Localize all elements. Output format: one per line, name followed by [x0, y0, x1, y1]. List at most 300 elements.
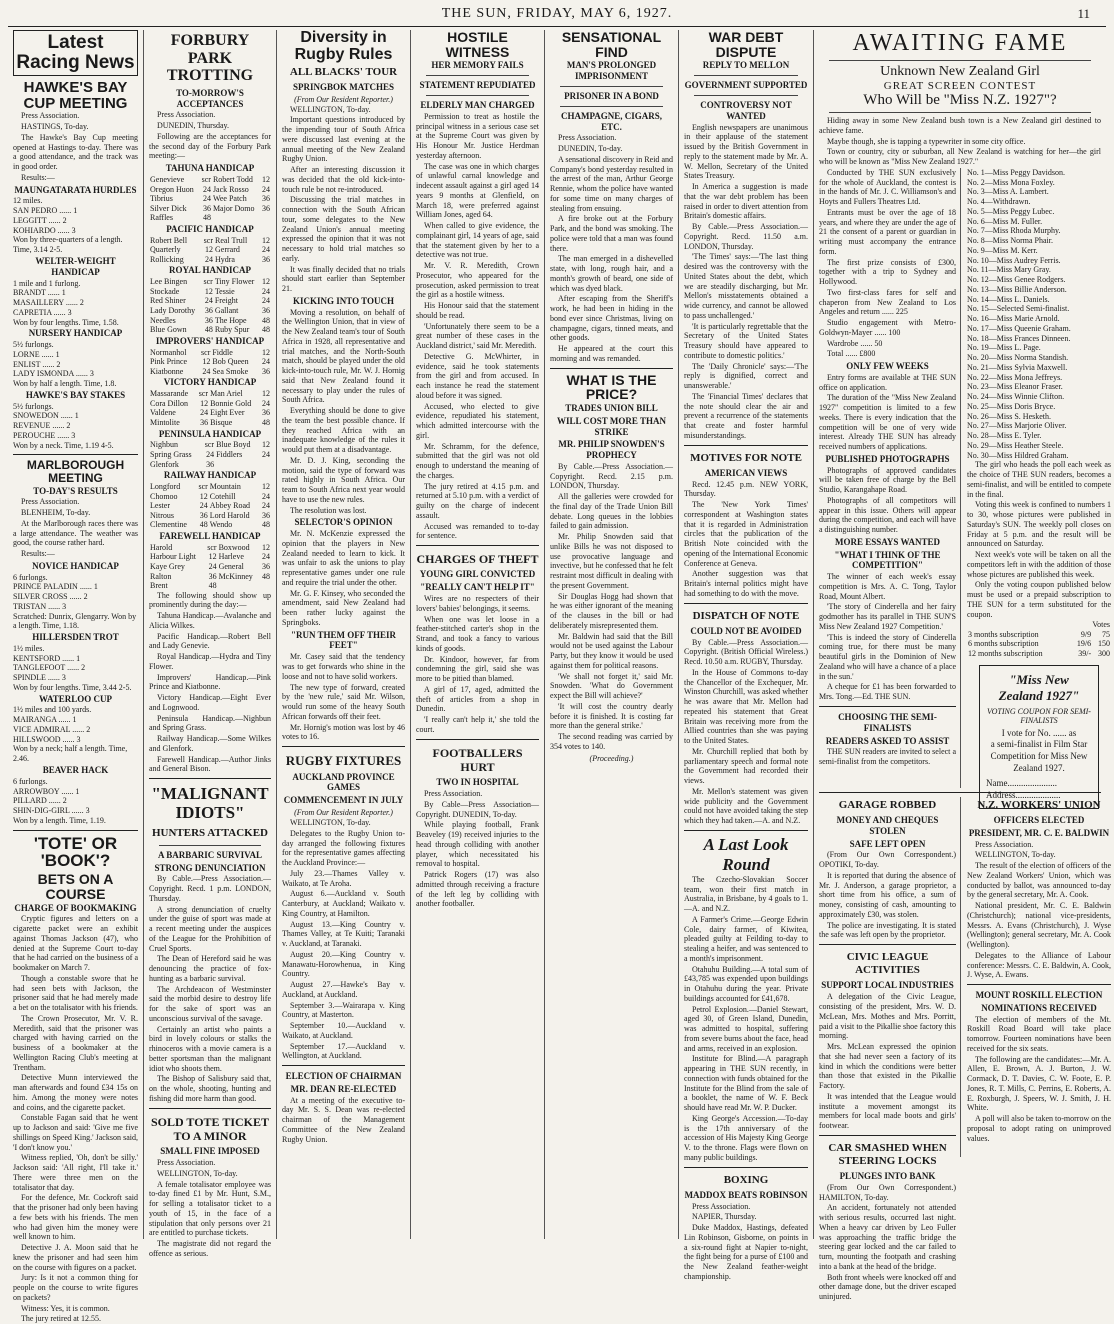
car-smashed-heading: CAR SMASHED WHEN STEERING LOCKS — [828, 1141, 947, 1167]
hostile-subheading-2: STATEMENT REPUDIATED — [419, 80, 536, 91]
hostile-witness-article — [416, 112, 539, 541]
paragraph: No. 17—Miss Queenie Graham. — [967, 323, 1071, 333]
paragraph: The jury retired at 12.55. — [21, 1314, 101, 1324]
coupon-line-1[interactable]: I vote for No. ...... as — [1001, 727, 1077, 738]
photographs-heading: PUBLISHED PHOTOGRAPHS — [825, 453, 950, 464]
paragraph: Hiding away in some New Zealand bush town is a New Zealand girl destined to achieve fame. — [819, 116, 1101, 135]
paragraph: In the House of Commons to-day the Chancellor of the Exchequer, Mr. Winston Churchill, was asked whether he was aware that Mr. Mellon had repeated his statement that Great Britain was receiving more from the Allied countries than she was paying to the United States. — [684, 667, 808, 746]
horse-name: Bisque — [210, 417, 233, 427]
votes-cell: 19/6 — [1076, 639, 1092, 649]
race-result-line: 5½ furlongs. — [13, 401, 54, 411]
votes-cell: 6 months subscription — [968, 639, 1039, 649]
horse-name: Wee Patch — [212, 194, 247, 204]
bets-subheading: CHARGE OF BOOKMAKING — [14, 902, 137, 913]
handicap-table — [149, 277, 271, 335]
horse-name: Hydra — [214, 254, 235, 264]
election-chairman-article — [282, 1096, 405, 1145]
workers-subheading-2: PRESIDENT, MR. C. E. BALDWIN — [968, 827, 1110, 838]
paragraph: 'It will cost the country dearly before it is finished. It is costing far more than the general strike.' — [550, 701, 673, 731]
horse-mark: 24 — [202, 366, 211, 376]
horse-mark: 24 — [262, 491, 270, 501]
horse-mark: 36 — [262, 254, 270, 264]
race-result-line: LEGGITT ...... 2 — [13, 215, 67, 225]
paragraph: A poll will also be taken to-morrow on the proposal to adopt rating on unimproved values. — [967, 1114, 1111, 1143]
paragraph: Pacific Handicap.—Robert Bell and Lady Genevie. — [149, 631, 271, 651]
horse-name: Mountain — [209, 481, 241, 491]
paragraph: The jury retired at 4.15 p.m. and returned at 5.10 p.m. with a verdict of guilty on the charge of indecent assault. — [416, 481, 539, 520]
horse-mark: 36 — [204, 315, 213, 325]
coupon-address-field[interactable]: Address.................... — [986, 790, 1061, 801]
handicap-name: FAREWELL HANDICAP — [159, 530, 261, 541]
horse-name: Brent — [150, 581, 168, 591]
what-is-the-price-article — [550, 462, 673, 752]
paragraph: The resolution was lost. — [290, 505, 367, 515]
paragraph: While playing football, Frank Beaveley (19) received injuries to the head through colliding with another player, which necessitated his removal to hospital. — [416, 820, 539, 869]
race-result-line: 1 mile and 1 furlong. — [13, 278, 81, 288]
paragraph: Mr. G. F. Kinsey, who seconded the amendment, said New Zealand had been rather lucky against the Springboks. — [282, 588, 405, 627]
horse-name: Fiddle — [212, 347, 233, 357]
column-trotting — [144, 30, 277, 1258]
column-sensational — [545, 30, 679, 1239]
who-will-be-subheading: Who Will be "Miss N.Z. 1927"? — [863, 92, 1057, 108]
paragraph: Moving a resolution, on behalf of the Wellington Union, that in view of the New Zealand team's tour of South Africa in 1928, all representative and trial matches, and the North-South match, should be played under the old kick-into-touch rule, Mr. W. J. Hornig said that New Zealand found it necessary to play under the rules of South Africa. — [282, 307, 405, 405]
paragraph: Results:— — [21, 172, 55, 182]
page-number: 11 — [1077, 6, 1090, 21]
paragraph: 'The Times' says:—'The last thing desired was the controversy with the United States about the debt, which we are steadily discharging, but Mr. Mellon's misstatements obtained a wide currency, and cannot be allowed to pass unchallenged.' — [684, 252, 808, 320]
bets-heading: BETS ON A COURSE — [37, 871, 114, 902]
handicap-table — [149, 348, 271, 377]
horse-name: General — [218, 561, 244, 571]
race-result-line: KOHIARDO ...... 3 — [13, 225, 76, 235]
horse-name: Bonnie Gold — [210, 398, 252, 408]
column-rugby — [277, 30, 411, 1239]
paragraph: The second reading was carried by 354 votes to 140. — [550, 732, 673, 751]
paragraph: No. 3—Miss A. Lambert. — [967, 187, 1049, 197]
paragraph: Mr. Hornig's motion was lost by 46 votes to 16. — [282, 722, 405, 742]
paragraph: The Hawke's Bay Cup meeting opened at Hastings to-day. There was a good attendance, and the track was in good order. — [13, 132, 138, 172]
paragraph: A Farmer's Crime.—George Edwin Cole, dairy farmer, of Kiwitea, pleaded guilty at Feilding to-day to stealing a heifer, and was sentenced to a month's imprisonment. — [684, 914, 808, 963]
paragraph: It was finally decided that no trials should start earlier than September 21. — [282, 264, 405, 294]
horse-name: Wendo — [209, 520, 233, 530]
war-debt-subheading-1: REPLY TO MELLON — [702, 60, 790, 71]
motives-article — [684, 480, 808, 599]
horse-name: Raffles — [150, 213, 173, 223]
masthead — [0, 4, 1114, 26]
paragraph: The police are investigating. It is stated the safe was left open by the proprietor. — [819, 920, 956, 940]
malignant-subheading-2: A BARBARIC SURVIVAL — [157, 849, 263, 860]
race-result-line: LADY ISMONDA ...... 3 — [13, 369, 94, 379]
paragraph: At the Marlborough races there was a large attendance. The weather was good, the course rather hard. — [13, 518, 138, 548]
handicap-name: TAHUNA HANDICAP — [165, 163, 255, 174]
paragraph: Dr. Kindoor, however, far from condemning the girl, said she was more to be pitied than blamed. — [416, 654, 539, 683]
race-result-line: PILLARD ...... 2 — [13, 796, 67, 806]
horse-name: Massarande — [150, 389, 189, 399]
hostile-subheading-3: ELDERLY MAN CHARGED — [420, 99, 535, 110]
horse-mark: 12 — [262, 277, 270, 287]
horse-name: Tiny Flower — [214, 277, 255, 287]
paragraph: It is reported that during the absence of Mr. J. Anderson, a garage proprietor, a short time from his office, a sum of money, consisting of cash, amounting to approximately £30, was stolen. — [819, 870, 956, 919]
paragraph: WELLINGTON, To-day. — [975, 850, 1056, 860]
paragraph: Mr. Philip Snowden said that unlike Bills he was not disposed to use provocative language and invective, but he confessed that he felt restraint most difficult in dealing with the present Government. — [550, 532, 673, 590]
horse-name: Cotehill — [209, 491, 236, 501]
paragraph: No. 15—Selected Semi-finalist. — [967, 304, 1070, 314]
paragraph: Delegates to the Rugby Union to-day arranged the following fixtures for the representative games affecting the Auckland Province:— — [282, 828, 405, 867]
war-debt-heading: WAR DEBT DISPUTE — [708, 29, 784, 60]
horse-mark: 24 — [262, 245, 270, 255]
rugby-rules-heading: Diversity in Rugby Rules — [294, 29, 393, 63]
paragraph: A girl of 17, aged, admitted the theft of articles from a shop in Dunedin. — [416, 684, 539, 714]
horse-mark: 24 — [208, 561, 217, 571]
horse-mark: 24 — [262, 357, 270, 367]
war-debt-article — [684, 123, 808, 441]
column-racing — [8, 30, 144, 1324]
screen-contest-subheading: GREAT SCREEN CONTEST — [883, 80, 1037, 92]
race-name: NOVICE HANDICAP — [32, 560, 119, 571]
race-result-line: HILLSWOOD ...... 3 — [13, 734, 81, 744]
fixtures-list — [282, 818, 405, 1061]
race-result-line: Won by a neck. Time, 1.19 4-5. — [13, 440, 114, 450]
sold-tote-subheading: SMALL FINE IMPOSED — [160, 1146, 260, 1157]
paragraph: Both front wheels were knocked off and other damage done, but the driver escaped uninjured. — [819, 1272, 956, 1302]
paragraph: Otahuhu Building.—A total sum of £43,785 was expended upon buildings in Otahuhu during the year. Private buildings accounted for £41,678. — [684, 964, 808, 1003]
paragraph: The result of the election of officers of the New Zealand Workers' Union, which was conducted by ballot, was announced to-day by the general secretary, Mr. A. Cook. — [967, 861, 1111, 900]
paragraph: Photographs of all competitors will appear in this issue. Others will appear during the competition, and each will have a distinguishing number. — [819, 495, 956, 535]
war-debt-subheading-3: CONTROVERSY NOT WANTED — [700, 99, 792, 121]
horse-mark: 12 — [199, 491, 208, 501]
horse-name: Red Shiner — [150, 296, 186, 306]
horse-mark: 36 — [208, 571, 217, 581]
fixtures-byline: (From Our Resident Reporter.) — [294, 808, 393, 817]
race-result-line: SPINDLE ...... 3 — [13, 673, 66, 683]
paragraph: Mr. N. McKenzie expressed the opinion that the players in New Zealand needed to learn to kick. It was unfair to ask the unions to play representative games under one rule and require the trial under the other. — [282, 529, 405, 587]
horse-name: Quarterly — [150, 245, 181, 255]
paragraph: No. 19—Miss L. Page. — [967, 343, 1041, 353]
paragraph: The case was one in which charges of unlawful carnal knowledge and indecent assault against a girl aged 14 years 9 months at Glenfield, on March 18, were preferred against William Jones, aged 64. — [416, 161, 539, 220]
run-them-off-subheading: "RUN THEM OFF THEIR FEET" — [290, 629, 397, 651]
car-smashed-article — [819, 1183, 956, 1302]
horse-mark: 12 — [202, 357, 211, 367]
votes-cell: 300 — [1098, 649, 1110, 659]
race-name: NURSERY HANDICAP — [28, 328, 123, 339]
paragraph: Town or country, city or suburban, all New Zealand is watching for her—the girl who will be known as "Miss New Zealand 1927." — [819, 147, 1101, 166]
horse-name: Robert Bell — [150, 235, 188, 245]
few-weeks-heading: ONLY FEW WEEKS — [846, 361, 929, 371]
race-result-line: KENTSFORD ...... 1 — [13, 653, 81, 663]
paragraph: No. 22—Miss Mona Jeffreys. — [967, 372, 1063, 382]
dispatch-subheading: COULD NOT BE AVOIDED — [690, 625, 802, 636]
paragraph: Only the voting coupon published below must be used or a prepaid subscription to THE SUN for a term substituted for the coupon. — [967, 580, 1111, 619]
horse-mark: scr — [198, 481, 208, 491]
paragraph: The Czecho-Slovakian Soccer team, won their first match in Australia, in Brisbane, by 4 goals to 1.—A. and N.Z. — [684, 874, 808, 914]
bets-article — [13, 914, 138, 1324]
garage-robbed-heading: GARAGE ROBBED — [838, 798, 937, 811]
paragraph: The Dean of Hereford said he was denouncing the practice of fox-hunting as a barbaric survival. — [149, 954, 271, 983]
horse-name: Kaye Grey — [150, 561, 185, 571]
horse-mark: scr — [204, 440, 215, 450]
paragraph: The winner of each week's essay competition is Mrs. A. C. Tong, Taylor Road, Mount Albert. — [819, 572, 956, 601]
paragraph: At a meeting of the executive to-day Mr. S. S. Dean was re-elected chairman of the Management Committee of the New Zealand Rugby Union. — [282, 1095, 405, 1144]
horse-name: Genevieve — [150, 174, 185, 184]
race-result-line: SNOWEDON ...... 1 — [13, 411, 79, 421]
choosing-article — [819, 747, 956, 767]
coupon-name-field[interactable]: Name...................... — [986, 778, 1057, 789]
horse-mark: 48 — [202, 213, 211, 223]
paragraph: Following are the acceptances for the second day of the Forbury Park meeting:— — [149, 131, 271, 161]
essays-heading: MORE ESSAYS WANTED — [834, 536, 941, 547]
civic-league-heading: CIVIC LEAGUE ACTIVITIES — [846, 951, 929, 977]
race-result-line: 12 miles. — [13, 196, 43, 206]
horse-mark: 12 — [262, 347, 270, 357]
paragraph: The girl who heads the poll each week as the choice of THE SUN readers, becomes a semi-finalist, and will be entitled to compete in the final. — [967, 460, 1111, 499]
charges-subheading-1: YOUNG GIRL CONVICTED — [419, 569, 536, 580]
paragraph: DUNEDIN, Thursday. — [157, 121, 229, 131]
handicap-table — [149, 440, 271, 469]
votes-cell: 75 — [1102, 629, 1110, 639]
race-result-line: CAPRETIA ...... 3 — [13, 307, 72, 317]
horse-mark: scr — [201, 174, 211, 184]
sensational-find-heading: SENSATIONAL FIND — [561, 29, 662, 60]
paragraph: Important questions introduced by the impending tour of South Africa were discussed last evening at the annual meeting of the New Zealand Rugby Union. — [282, 115, 405, 164]
awaiting-fame-body — [819, 167, 1111, 801]
forbury-heading: FORBURY PARK TROTTING — [166, 32, 254, 85]
horse-name: Man Ariel — [210, 389, 243, 399]
paragraph: Maybe though, she is tapping a typewriter in some city office. — [827, 136, 1026, 146]
handicap-name: IMPROVERS' HANDICAP — [155, 335, 265, 346]
coupon-title: "Miss New Zealand 1927" — [998, 671, 1080, 703]
paragraph: The following should show up prominently during the day:— — [149, 590, 271, 610]
charges-of-theft-article — [416, 594, 539, 735]
paragraph: No. 14—Miss L. Daniels. — [967, 294, 1050, 304]
paragraph: Mr. D. J. King, seconding the motion, said the type of forward was rated highly in South Africa. Our team to South Africa next year would have to use the new rules. — [282, 455, 405, 504]
sensational-find-article — [550, 133, 673, 363]
paragraph: September 10.—Auckland v. Waikato, at Auckland. — [282, 1021, 405, 1040]
horse-mark: 12 — [262, 440, 270, 450]
paragraph: Press Association. — [21, 111, 80, 121]
paragraph: 'We shall not forget it,' said Mr. Snowden. 'What do Government expect the Bill will achieve?' — [550, 671, 673, 701]
voting-coupon[interactable] — [979, 665, 1099, 809]
horse-name: Sea Smoke — [212, 366, 249, 376]
paragraph: A sensational discovery in Reid and Company's bond yesterday resulted in the arrest of the man, Arthur George Rennie, whom the police have wanted for some time on many charges of stealing from ensuing. — [550, 154, 673, 213]
horse-mark: 24 — [202, 194, 211, 204]
handicap-name: RAILWAY HANDICAP — [163, 470, 257, 481]
hawkes-bay-report — [13, 111, 138, 450]
horse-mark: 12 — [204, 245, 213, 255]
paragraph: By Cable.—Press Association.—Copyright. Recd. 1 p.m. LONDON, Thursday. — [149, 874, 271, 903]
sensational-subheading-1: MAN'S PROLONGED IMPRISONMENT — [566, 60, 657, 82]
last-look-round-items — [684, 875, 808, 1163]
horse-mark: 36 — [262, 561, 270, 571]
horse-name: Needles — [150, 315, 176, 325]
paragraph: By Cable—Press Association—Copyright. DUNEDIN, To-day. — [416, 799, 539, 819]
paragraph: No. 20—Miss Norma Standish. — [967, 353, 1069, 362]
horse-name: Harold — [150, 542, 173, 552]
paragraph: Wires are no respecters of their lovers' babies' belongings, it seems. — [416, 594, 539, 613]
paragraph: His Honour said that the statement should be read. — [416, 301, 539, 320]
paragraph: No. 24—Miss Winnie Clifton. — [967, 392, 1065, 401]
paragraph: Press Association. — [975, 839, 1034, 849]
car-smashed-subheading: PLUNGES INTO BANK — [839, 1171, 936, 1182]
race-result-line: 1½ miles. — [13, 643, 45, 653]
horse-mark: 24 — [204, 296, 213, 306]
paragraph: A delegation of the Civic League, consisting of the president, Mrs. W. D. McLean, Mrs. Mothes and Mrs. Porritt, paid a visit to the Pikallie shoe factory this morning. — [819, 992, 956, 1041]
paragraph: Press Association. — [157, 110, 216, 120]
paragraph: No. 11—Miss Mary Gray. — [967, 265, 1051, 275]
hawkes-bay-heading: HAWKE'S BAY CUP MEETING — [23, 78, 128, 112]
horse-mark: scr — [201, 347, 211, 357]
paragraph: Institute for Blind.—A paragraph appearing in THE SUN recently, in connection with funds obtained for the Institute for the Blind from the sale of a booklet, the name of W. F. Beck should have read Mr. W. P. Ducker. — [684, 1054, 808, 1113]
race-result-line: ARROWBOY ...... 1 — [13, 786, 80, 796]
paragraph: WELLINGTON, To-day. — [290, 818, 371, 827]
paragraph: Studio engagement with Metro-Goldwyn-Mayer ...... 100 — [819, 318, 956, 337]
horse-mark: 24 — [200, 408, 209, 418]
workers-union-article — [967, 840, 1111, 981]
paragraph: The Archdeacon of Westminster said the morbid desire to destroy life for the sake of sport was an unconscious survival of the savage. — [149, 984, 271, 1023]
paragraph: Mr. V. R. Meredith, Crown Prosecutor, who appeared for the prosecution, asked permission to treat the girl as a hostile witness. — [416, 261, 539, 300]
paragraph: Cryptic figures and letters on a cigarette packet were an exhibit against Thomas Jackson (47), who denied at the Supreme Court to-day that he had carried on the business of a bookmaker on March 7. — [13, 914, 138, 973]
race-result-line: 1½ miles and 100 yards. — [13, 705, 92, 715]
horse-name: Bob Queen — [212, 357, 249, 367]
horse-mark: 12 — [262, 235, 270, 245]
horse-mark: 12 — [262, 481, 270, 491]
paragraph: Though a constable swore that he had seen bets with Jackson, the prisoner said that he had merely made a bet on the totalisator with his friends. — [13, 973, 138, 1013]
garage-robbed-article — [819, 850, 956, 940]
paragraph: September 17.—Auckland v. Wellington, at Auckland. — [282, 1041, 405, 1061]
paragraph: King George's Accession.—To-day is the 17th anniversary of the accession of His Majesty King George V. to the throne. Flags were flown on many public buildings. — [684, 1113, 808, 1162]
paragraph: The duration of the "Miss New Zealand 1927" competition is limited to a few weeks. There is every indication that the competition will be one of very wide interest. Already THE SUN has already received numbers of applications. — [819, 393, 956, 452]
charges-subheading-2: "REALLY CAN'T HELP IT" — [420, 582, 535, 593]
votes-cell: 39/- — [1078, 649, 1092, 659]
footballers-subheading: TWO IN HOSPITAL — [436, 777, 519, 788]
paragraph: August 27.—Hawke's Bay v. Auckland, at Auckland. — [282, 980, 405, 999]
horse-mark: 36 — [204, 306, 213, 316]
paragraph: Detective J. A. Moon said that he knew the prisoner and had seen him on the course with figures on a packet. — [13, 1243, 138, 1272]
acceptances-list — [149, 162, 271, 591]
race-name: WATERLOO CUP — [38, 693, 113, 704]
paragraph: WELLINGTON, To-day. — [290, 104, 371, 114]
rugby-article-part-2 — [282, 308, 405, 516]
horse-mark: scr — [203, 235, 213, 245]
horse-name: Spring Grass — [150, 449, 192, 459]
choosing-heading: CHOOSING THE SEMI-FINALISTS — [838, 711, 937, 733]
paragraph: WELLINGTON, To-day. — [157, 1168, 238, 1178]
paragraph: No. 5—Miss Peggy Lubec. — [967, 206, 1055, 216]
paragraph: Delegates to the Alliance of Labour conference: Messrs. C. E. Baldwin, A. Cook, J. Wyse, A. Ewans. — [967, 950, 1111, 980]
malignant-idiots-heading: "MALIGNANT IDIOTS" — [151, 784, 269, 822]
paragraph: National president, Mr. C. E. Baldwin (Christchurch); national vice-presidents, Messrs. A. Evans (Christchurch), J. Wyse (Wellington); general secretary, Mr. A. Cook (Wellington). — [967, 901, 1111, 950]
paragraph: After escaping from the Sheriff's work, he had been in hiding in the bond ever since Christmas, living on champagne, cigars, tinned meats, and other goods. — [550, 294, 673, 343]
what-is-the-price-heading: WHAT IS THE PRICE? — [566, 371, 657, 403]
choosing-subheading: READERS ASKED TO ASSIST — [825, 735, 950, 746]
lower-right-subcolumn — [967, 797, 1111, 1157]
race-result-line: PEROUCHE ...... 3 — [13, 430, 76, 440]
paragraph: No. 2—Miss Mona Foxley. — [967, 177, 1055, 187]
paragraph: August 20.—King Country v. Manawatu-Horowhenua, in King Country. — [282, 949, 405, 979]
handicap-name: ROYAL HANDICAP — [169, 265, 251, 276]
race-result-line: REVENUE ...... 2 — [13, 421, 71, 431]
horse-name: Abbey Road — [209, 501, 251, 511]
horse-mark: 48 — [208, 581, 217, 591]
votes-cell: 150 — [1098, 639, 1110, 649]
essays-subheading: "WHAT I THINK OF THE COMPETITION" — [834, 549, 941, 571]
horse-name: Real Trull — [214, 235, 248, 245]
paragraph: Sir Douglas Hogg had shown that he was either ignorant of the meaning of the clauses in the bill or had deliberately misrepresented them. — [550, 591, 673, 630]
horse-mark: 12 — [200, 398, 209, 408]
dispatch-article — [684, 638, 808, 826]
election-chairman-subheading: MR. DEAN RE-ELECTED — [290, 1083, 397, 1094]
horse-name: Gallant — [214, 306, 239, 316]
coupon-line-3: Competition for Miss New — [990, 751, 1088, 761]
marlborough-subheading: TO-DAY'S RESULTS — [33, 485, 118, 496]
paragraph: The first prize consists of £300, together with a trip to Sydney and Hollywood. — [819, 257, 956, 286]
proceeding-note: (Proceeding.) — [589, 753, 634, 763]
essays-article — [819, 572, 956, 702]
paragraph: No. 21—Miss Sylvia Maxwell. — [967, 362, 1068, 372]
paragraph: Accused was remanded to to-day for sentence. — [416, 521, 539, 541]
horse-name: Nitrous — [150, 510, 174, 520]
paragraph: No. 23—Miss Eleanor Fraser. — [967, 382, 1063, 392]
workers-subheading-1: OFFICERS ELECTED — [993, 814, 1085, 825]
horse-name: The Hope — [214, 315, 247, 325]
paragraph: Petrol Explosion.—Daniel Stewart, aged 30, of Green Island, Dunedin, was admitted to hospital, suffering from severe burns about the face, head and arms, received in an explosion. — [684, 1004, 808, 1053]
paragraph: After an interesting discussion it was decided that the old kick-into-touch rule be not re-introduced. — [282, 165, 405, 194]
horse-mark: 48 — [199, 520, 208, 530]
horse-name: Harleve — [218, 552, 244, 562]
horse-mark: 48 — [262, 417, 270, 427]
motives-heading: MOTIVES FOR NOTE — [690, 451, 802, 464]
contest-conditions — [819, 168, 956, 359]
handicap-name: PACIFIC HANDICAP — [166, 223, 254, 234]
horse-name: Blue Boyd — [216, 440, 251, 450]
race-name: BEAVER HACK — [42, 764, 109, 775]
paragraph: Conducted by THE SUN exclusively for the whole of Auckland, the contest is in the hands of Mr. J. C. Williamson's and Hoyts and Fullers Theatres Ltd. — [819, 167, 956, 206]
paragraph: August 6.—Auckland v. South Canterbury, at Auckland; Waikato v. King Country, at Hamilton. — [282, 889, 405, 918]
war-debt-subheading-2: GOVERNMENT SUPPORTED — [684, 80, 808, 91]
lower-news-block — [819, 797, 1111, 1302]
paragraph: A cheque for £1 has been forwarded to Mrs. Tong.—Ed. THE SUN. — [819, 682, 956, 702]
awaiting-right-subcolumn — [967, 167, 1111, 801]
horse-name: Jack Rosso — [212, 184, 249, 194]
paragraph: No. 18—Miss Frances Dinneen. — [967, 333, 1071, 343]
paragraph: Mr. Mellon's statement was given wide publicity and the Government could not have avoided taking the step which they had taken.—A. and N.Z. — [684, 786, 808, 826]
race-result-line: MAIRANGA ...... 1 — [13, 715, 77, 725]
race-result-line: TANGLEFOOT ...... 2 — [13, 663, 86, 673]
horse-name: Harbour Light — [150, 552, 196, 562]
horse-mark: 36 — [206, 459, 215, 469]
horse-name: Nighbun — [150, 440, 178, 450]
paragraph: Press Association. — [157, 1158, 216, 1168]
race-result-line: 6 furlongs. — [13, 572, 48, 582]
paragraph: Entry forms are available at THE SUN office on application. — [819, 372, 956, 392]
paragraph: Tahuna Handicap.—Avalanche and Alicia Wilkes. — [149, 611, 271, 630]
horse-mark: 24 — [199, 501, 208, 511]
roskill-article — [967, 1015, 1111, 1144]
handicap-table — [149, 175, 271, 223]
sensational-subheading-3: CHAMPAGNE, CIGARS, ETC. — [560, 110, 663, 132]
horse-name: Ruby Spur — [214, 325, 250, 335]
horse-name: Boxwood — [218, 542, 250, 552]
horse-mark: 24 — [262, 449, 270, 459]
entrants-list — [967, 168, 1111, 461]
paragraph: Everything should be done to give the team the best possible chance. If they reached Africa with an inadequate knowledge of the rules it would put them at a disadvantage. — [282, 406, 405, 455]
paragraph: Peninsula Handicap.—Nighbun and Spring Grass. — [149, 713, 271, 733]
masthead-rule — [8, 26, 1106, 27]
paragraph: No. 16—Miss Marie Arnold. — [967, 314, 1060, 323]
few-weeks-article — [819, 373, 956, 452]
votes-header: Votes — [1092, 620, 1110, 630]
paragraph: The new type of forward, created by the 'new rule,' said Mr. Wilson, would run some of the heavy South African forwards off their feet. — [282, 682, 405, 721]
rugby-subheading-1: ALL BLACKS' TOUR — [289, 65, 398, 78]
horse-name: Ralton — [150, 571, 172, 581]
